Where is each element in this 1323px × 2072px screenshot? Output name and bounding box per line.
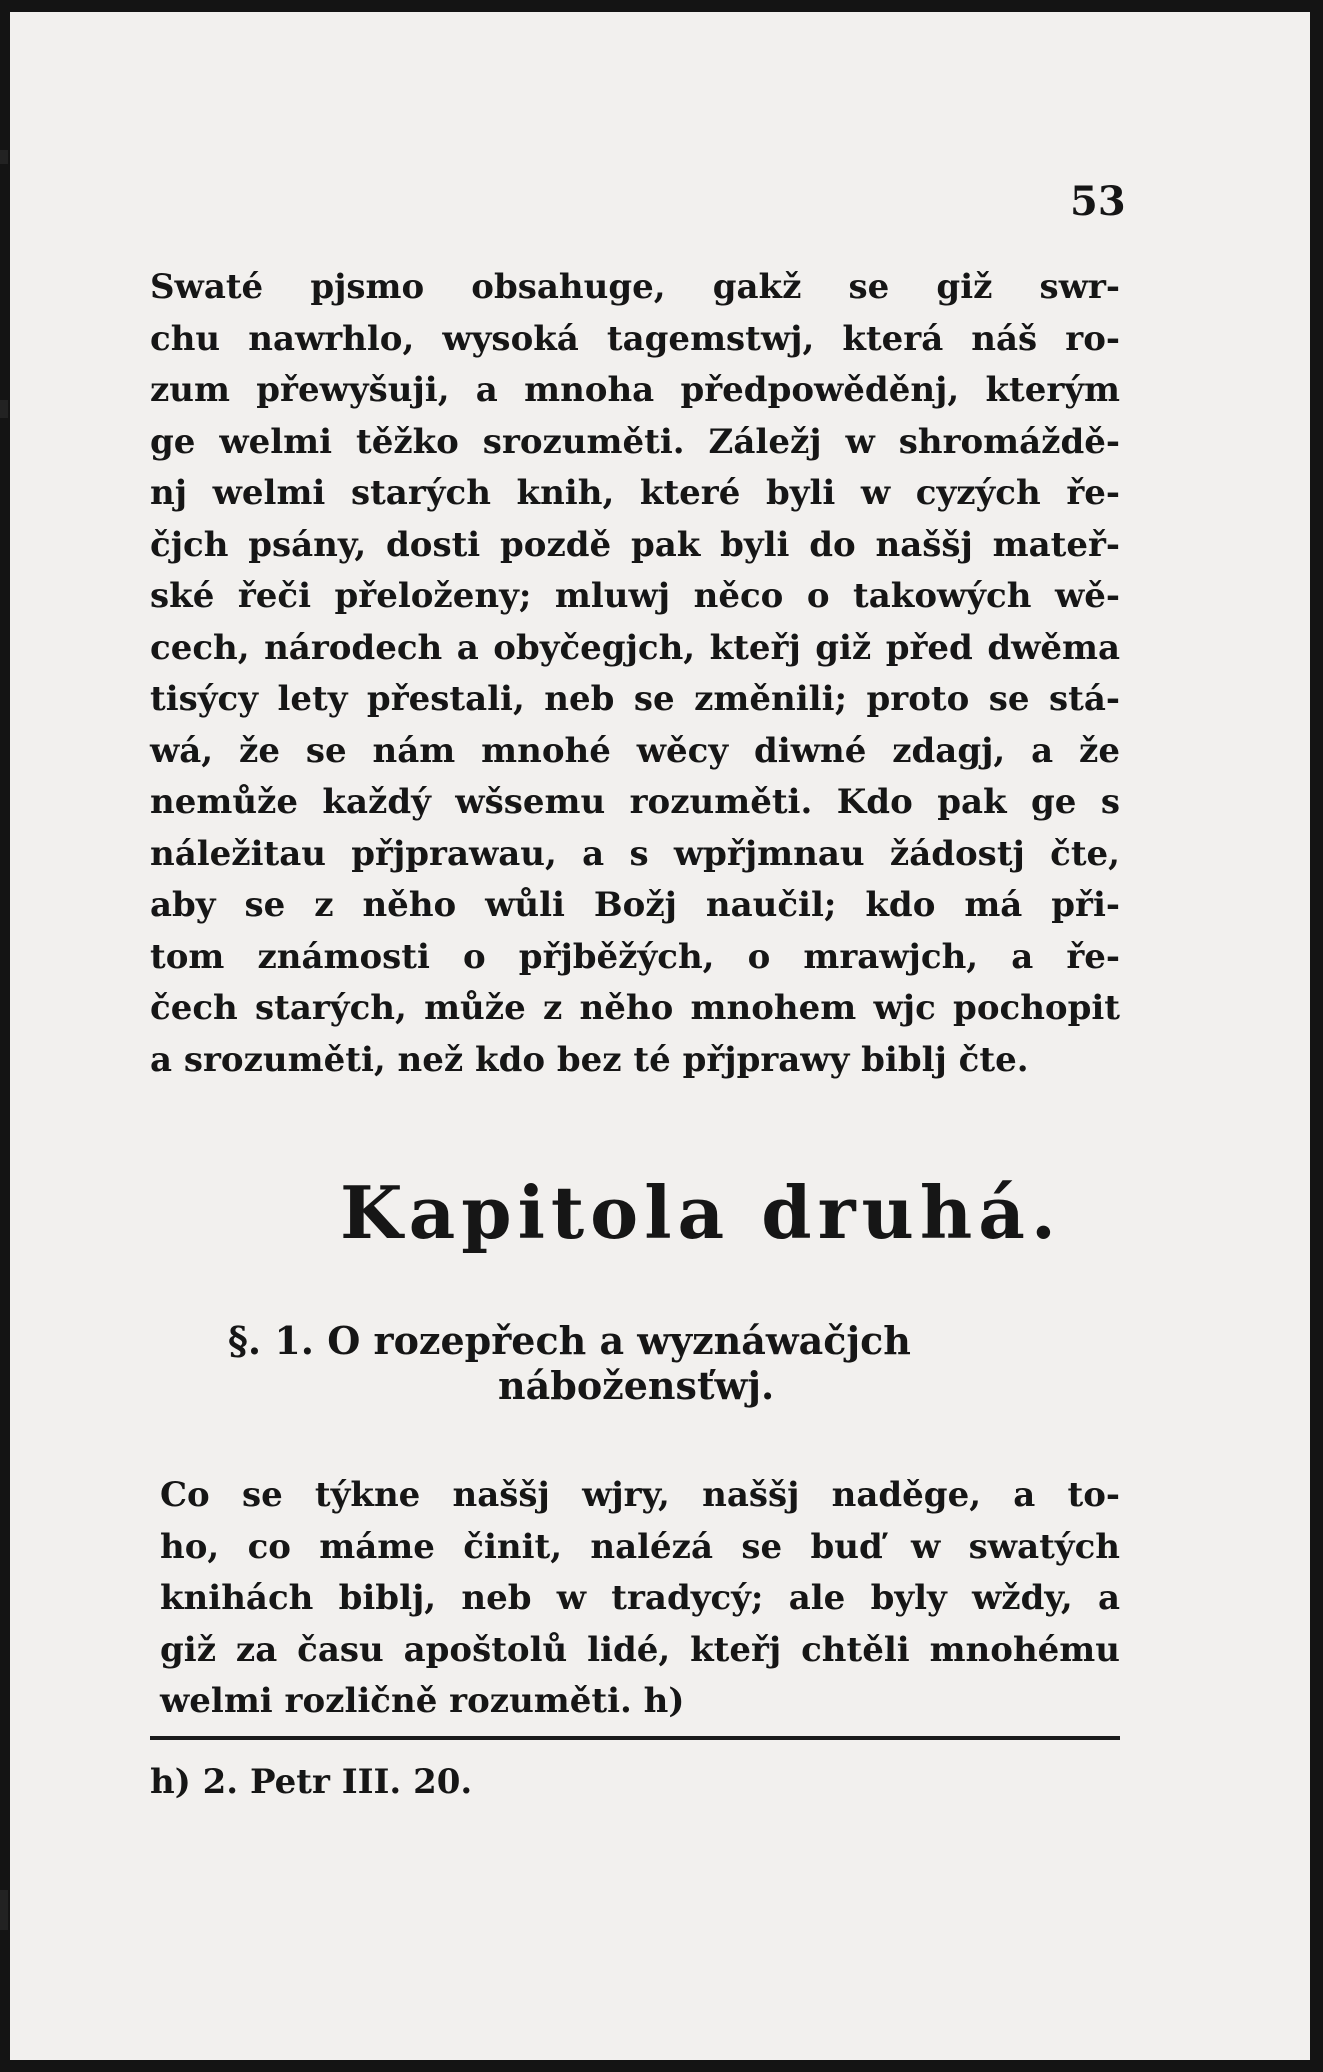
- text-line: tisýcy lety přestali, neb se změnili; proto se stá-: [150, 679, 1120, 719]
- text-line: knihách biblj, neb w tradycý; ale byly wždy, a: [160, 1578, 1120, 1618]
- text-line: chu nawrhlo, wysoká tagemstwj, která náš ro-: [150, 318, 1120, 359]
- chapter-title: Kapitola druhá.: [340, 1170, 1062, 1255]
- text-line: nemůže každý wšsemu rozuměti. Kdo pak ge s: [150, 782, 1120, 822]
- footnote-divider: [150, 1736, 1120, 1740]
- text-line: giž za času apoštolů lidé, kteřj chtěli mnohému: [160, 1629, 1120, 1670]
- text-line: ské řeči přeloženy; mluwj něco o takowých wě-: [150, 576, 1120, 616]
- section-heading-line: nábožensťwj.: [498, 1363, 775, 1408]
- text-line: náležitau přjprawau, a s wpřjmnau žádostj čte,: [150, 833, 1120, 874]
- text-line: nj welmi starých knih, které byli w cyzých ře-: [150, 473, 1120, 513]
- text-line: čjch psány, dosti pozdě pak byli do naššj mateř-: [150, 524, 1120, 565]
- binding-mark: [0, 400, 8, 418]
- text-line: ge welmi těžko srozuměti. Záležj w shromáždě-: [150, 421, 1120, 462]
- binding-mark: [0, 1890, 8, 1930]
- paragraph-2: [160, 1470, 1120, 1728]
- text-line: Swaté pjsmo obsahuge, gakž se giž swr-: [150, 267, 1120, 307]
- text-line: welmi rozličně rozuměti. h): [160, 1681, 685, 1721]
- text-line: ho, co máme činit, nalézá se buď w swatých: [160, 1526, 1120, 1567]
- page-number: 53: [1070, 178, 1126, 225]
- section-heading: [228, 1318, 1108, 1408]
- text-line: wá, že se nám mnohé wěcy diwné zdagj, a že: [150, 730, 1120, 771]
- footnote: h) 2. Petr III. 20.: [150, 1762, 473, 1802]
- binding-mark: [0, 150, 8, 164]
- text-line: zum přewyšuji, a mnoha předpowěděnj, kterým: [150, 370, 1120, 410]
- text-line: cech, národech a obyčegjch, kteřj giž před dwěma: [150, 627, 1120, 668]
- text-line: tom známosti o přjběžých, o mrawjch, a ře-: [150, 936, 1120, 977]
- text-line: Co se týkne naššj wjry, naššj naděge, a to-: [160, 1475, 1120, 1515]
- text-line: a srozuměti, než kdo bez té přjprawy biblj čte.: [150, 1039, 1029, 1080]
- paragraph-1: [150, 262, 1120, 1086]
- text-line: aby se z něho wůli Božj naučil; kdo má při-: [150, 885, 1120, 925]
- text-line: čech starých, může z něho mnohem wjc pochopit: [150, 988, 1120, 1028]
- section-heading-line: §. 1. O rozepřech a wyznáwačjch: [228, 1318, 911, 1363]
